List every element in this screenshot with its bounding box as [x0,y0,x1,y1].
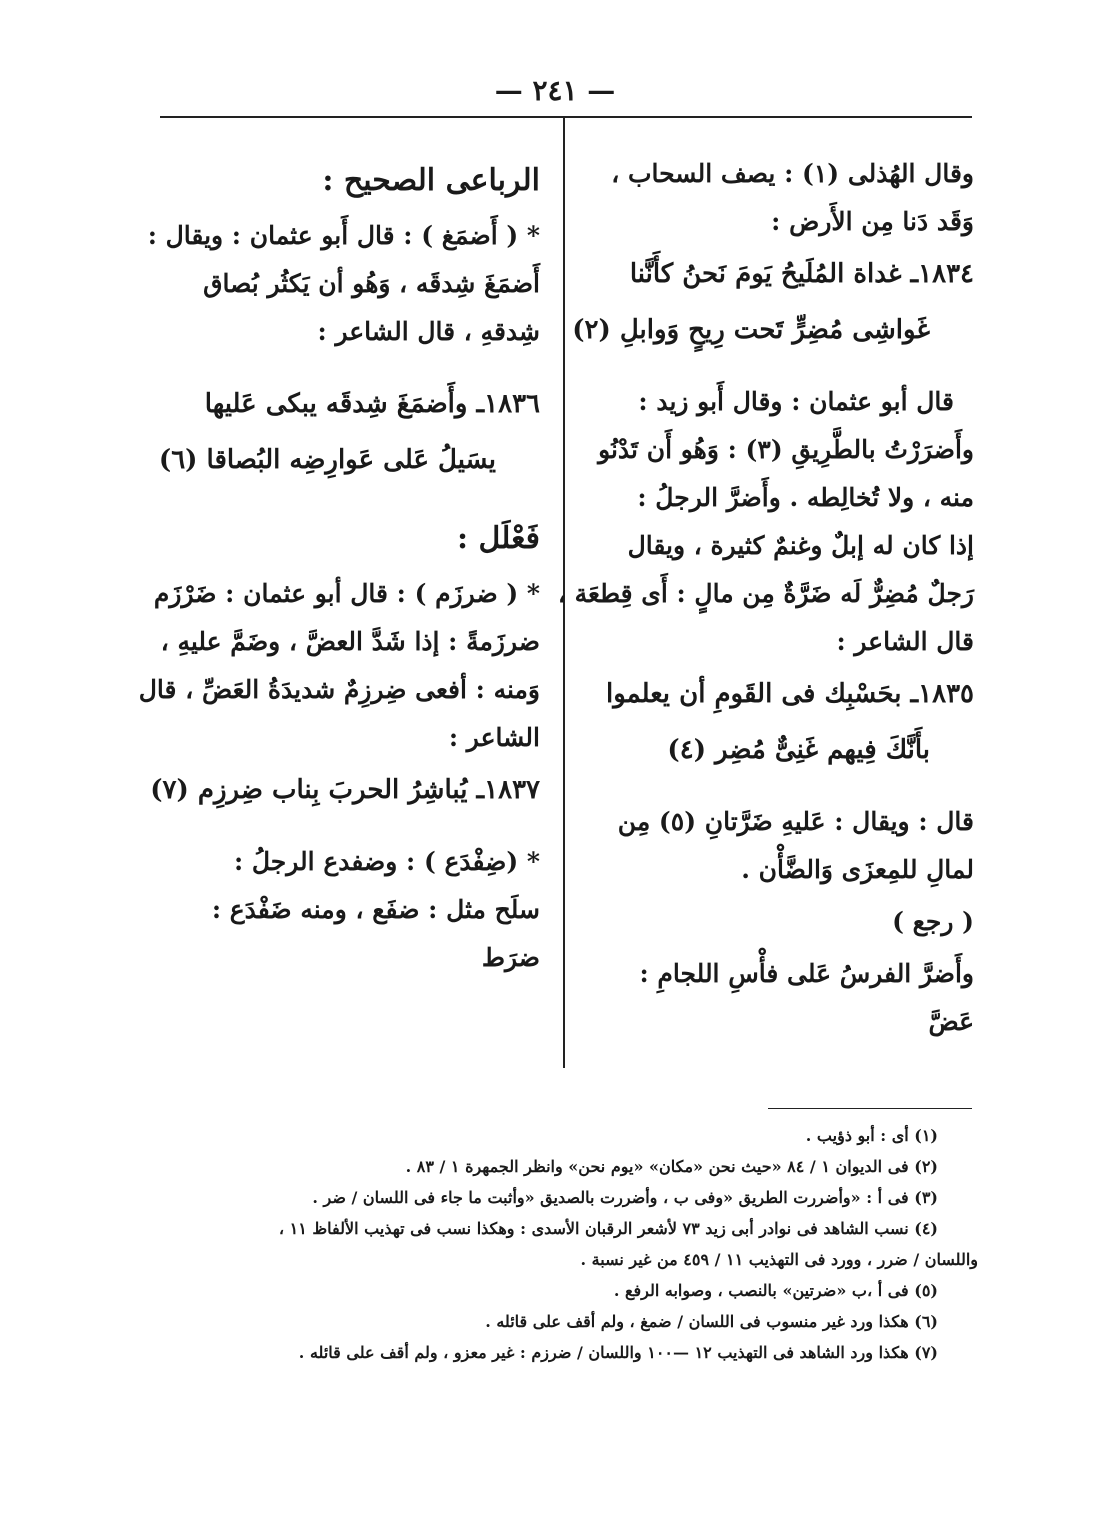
verse-1835-first: ١٨٣٥ـ بحَسْبِك فى القَومِ أن يعلموا [605,679,974,709]
text-line: قال الشاعر : [836,627,974,656]
text-line: ضرزَمةً : إذا شَدَّ العضَّ ، وضَمَّ عليهِ ، [160,627,540,656]
footnote: (١) أى : أبو ذؤيب . [805,1126,938,1145]
text-line: قال أبو عثمان : وقال أَبو زيد : [638,387,954,416]
verse-1835-second: بأَنَّكَ فِيهم غَنِىٌّ مُضِر (٤) [667,735,930,765]
verse-1834-second: غَواشِى مُضِرٍّ تَحت رِيحٍ وَوابلِ (٢) [572,315,930,345]
text-line: وأَضرَرْتُ بالطَّرِيقِ (٣) : وَهُو أَن تَدْنُو [598,435,974,464]
text-line: وَمنه : أفعى ضِرزِمٌ شديدَةُ العَضِّ ، قال [138,675,540,704]
right-column [557,150,974,1046]
text-line: وَقَد دَنا مِن الأَرض : [771,207,974,236]
footnote: (٥) فى أ ،ب «ضرتين» بالنصب ، وصوابه الرفع . [613,1281,938,1300]
text-line: قال : ويقال : عَليهِ ضَرَّتانِ (٥) مِن [617,807,974,836]
footnote: واللسان / ضرر ، وورد فى التهذيب ١١ / ٤٥٩ من غير نسبة . [580,1250,978,1269]
text-line: رَجلٌ مُضِرٌّ لَه ضَرَّةٌ مِن مالٍ : أَى قِطعَة ، [557,579,974,608]
footnote: (٤) نسب الشاهد فى نوادر أبى زيد ٧٣ لأشعر الرقبان الأسدى : وهكذا نسب فى تهذيب الألفاظ ١١ ، [278,1219,938,1238]
text-line: لمالِ للمِعزَى وَالضَّأْن . [741,855,974,884]
text-line: الشاعر : [448,723,540,752]
verse-1836-second: يسَيلُ عَلى عَوارِضِه البُصاقا (٦) [158,445,496,475]
footnote: (٧) هكذا ورد الشاهد فى التهذيب ١٢ —١٠٠ واللسان / ضرزم : غير معزو ، ولم أقف على قائله . [298,1343,938,1362]
footnote: (٦) هكذا ورد غير منسوب فى اللسان / ضمغ ، ولم أقف على قائله . [485,1312,938,1331]
text-line: عَضَّ [928,1007,974,1036]
text-line: * ( ضرزَم ) : قال أبو عثمان : ضَرْزَم [153,579,540,608]
text-line: * ( أَضمَغ ) : قال أَبو عثمان : ويقال : [147,221,540,250]
verse-1834-first: ١٨٣٤ـ غداة المُلَيحُ يَومَ نَحنُ كأَنَّنا [629,259,974,289]
verse-1837: ١٨٣٧ـ يُباشِرُ الحربَ بِناب ضِرزِم (٧) [150,775,540,805]
footnote: (٢) فى الديوان ١ / ٨٤ «حيث نحن «مكان» «يوم نحن» وانظر الجمهرة ١ / ٨٣ . [405,1157,938,1176]
text-line: أَضمَغَ شِدقَه ، وَهُو أن يَكثُر بُصاق [203,269,540,298]
text-line: وقال الهُذلى (١) : يصف السحاب ، [611,159,974,188]
text-line: سلَح مثل : ضفَع ، ومنه ضَفْدَع : [211,895,540,924]
left-column [138,150,540,982]
text-line: منه ، ولا تُخالِطه . وأَضرَّ الرجلُ : [637,483,974,512]
text-line: شِدقهِ ، قال الشاعر : [317,317,540,346]
text-line: إذا كان له إبلٌ وغنمٌ كثيرة ، ويقال [627,531,974,560]
text-line: وأَضرَّ الفرسُ عَلى فأْسِ اللجامِ : [639,959,974,988]
page-number: — ٢٤١ — [494,74,616,107]
verse-1836-first: ١٨٣٦ـ وأَضمَغَ شِدقَه يبكى عَليها [204,389,540,419]
footnote-rule [768,1108,972,1109]
top-rule [160,116,972,118]
text-line: ضرَط [481,943,540,972]
footnotes [200,1120,978,1368]
text-line: * (ضِفْدَع ) : وضفدع الرجلُ : [233,847,540,876]
section-heading: الرباعى الصحيح : [322,163,540,198]
footnote: (٣) فى أ : «وأضررت الطريق «وفى ب ، وأضررت بالصديق «وأثبت ما جاء فى اللسان / ضر . [312,1188,938,1207]
section-heading-fa3lal: فَعْلَل : [457,521,540,556]
bracket-note: ( رجع ) [892,907,974,936]
